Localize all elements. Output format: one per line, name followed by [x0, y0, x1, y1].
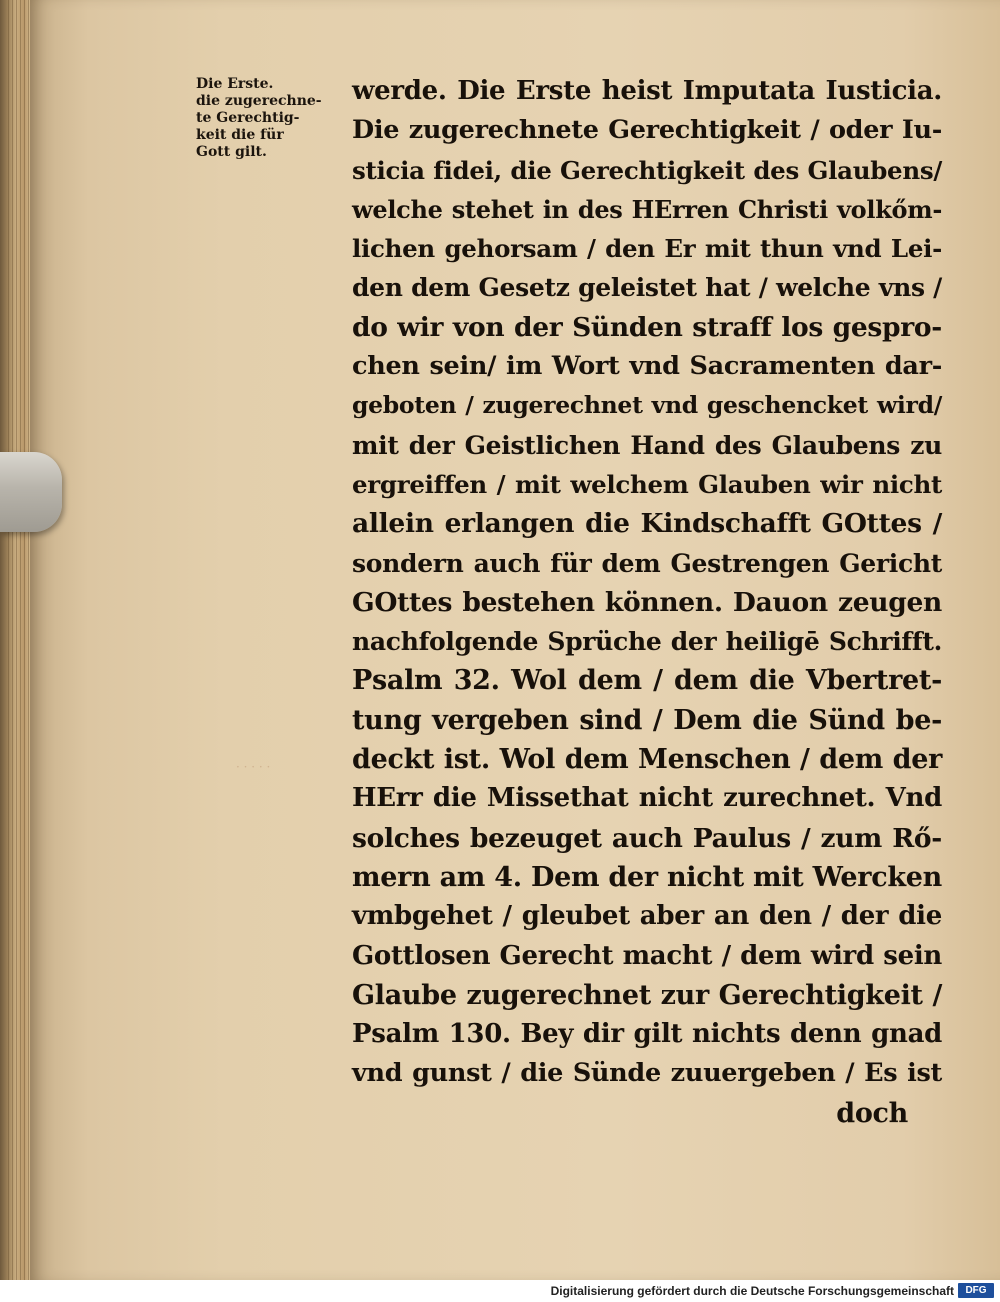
text-line: tung vergeben sind / Dem die Sünd be- — [352, 704, 942, 736]
text-line: vmbgehet / gleubet aber an den / der die — [352, 901, 942, 932]
text-line: HErr die Missethat nicht zurechnet. Vnd — [352, 783, 942, 814]
footer-bar — [0, 1280, 1000, 1302]
text-line: werde. Die Erste heist Imputata Iusticia. — [352, 76, 942, 106]
body-text — [352, 72, 942, 1133]
show-through-text: · · · · · — [236, 760, 271, 774]
text-line: Gottlosen Gerecht macht / dem wird sein — [352, 940, 942, 971]
catchword: doch — [836, 1097, 908, 1129]
marginal-line: te Gerechtig- — [196, 110, 300, 126]
text-line: vnd gunst / die Sünde zuuergeben / Es ist — [352, 1058, 942, 1089]
text-line: Psalm 130. Bey dir gilt nichts denn gnad — [352, 1019, 942, 1050]
marginal-line: die zugerechne- — [196, 93, 322, 109]
text-line: solches bezeuget auch Paulus / zum Rő- — [352, 822, 942, 854]
text-line: chen sein/ im Wort vnd Sacramenten dar- — [352, 351, 942, 382]
funding-credit: Digitalisierung gefördert durch die Deutsche Forschungsgemeinschaft — [550, 1284, 954, 1298]
marginal-note — [196, 76, 346, 161]
text-line: Die zugerechnete Gerechtigkeit / oder Iu- — [352, 115, 942, 146]
marginal-line: Gott gilt. — [196, 144, 267, 160]
text-line: GOttes bestehen können. Dauon zeugen — [352, 586, 942, 618]
text-line: allein erlangen die Kindschafft GOttes / — [352, 508, 942, 540]
dfg-logo-icon: DFG — [958, 1283, 994, 1298]
text-line: den dem Gesetz geleistet hat / welche vns / — [352, 273, 942, 303]
text-line: do wir von der Sünden straff los gespro- — [352, 311, 942, 343]
text-line: Psalm 32. Wol dem / dem die Vbertret- — [352, 665, 942, 697]
text-line: deckt ist. Wol dem Menschen / dem der — [352, 744, 942, 776]
text-line: Glaube zugerechnet zur Gerechtigkeit / — [352, 979, 942, 1011]
marginal-line: Die Erste. — [196, 76, 274, 92]
text-line: sticia fidei, die Gerechtigkeit des Glaubens/ — [352, 155, 942, 185]
text-line: geboten / zugerechnet vnd geschencket wird/ — [352, 391, 942, 420]
book-clamp — [0, 452, 62, 532]
text-line: lichen gehorsam / den Er mit thun vnd Lei- — [352, 234, 942, 264]
text-line: welche stehet in des HErren Christi volkőm- — [352, 194, 942, 224]
marginal-line: keit die für — [196, 127, 284, 143]
text-line: sondern auch für dem Gestrengen Gericht — [352, 548, 942, 578]
text-line: mern am 4. Dem der nicht mit Wercken — [352, 861, 942, 893]
text-line: mit der Geistlichen Hand des Glaubens zu — [352, 430, 942, 460]
text-line: ergreiffen / mit welchem Glauben wir nicht — [352, 469, 942, 499]
text-line: nachfolgende Sprüche der heiligē Schrifft. — [352, 627, 942, 657]
